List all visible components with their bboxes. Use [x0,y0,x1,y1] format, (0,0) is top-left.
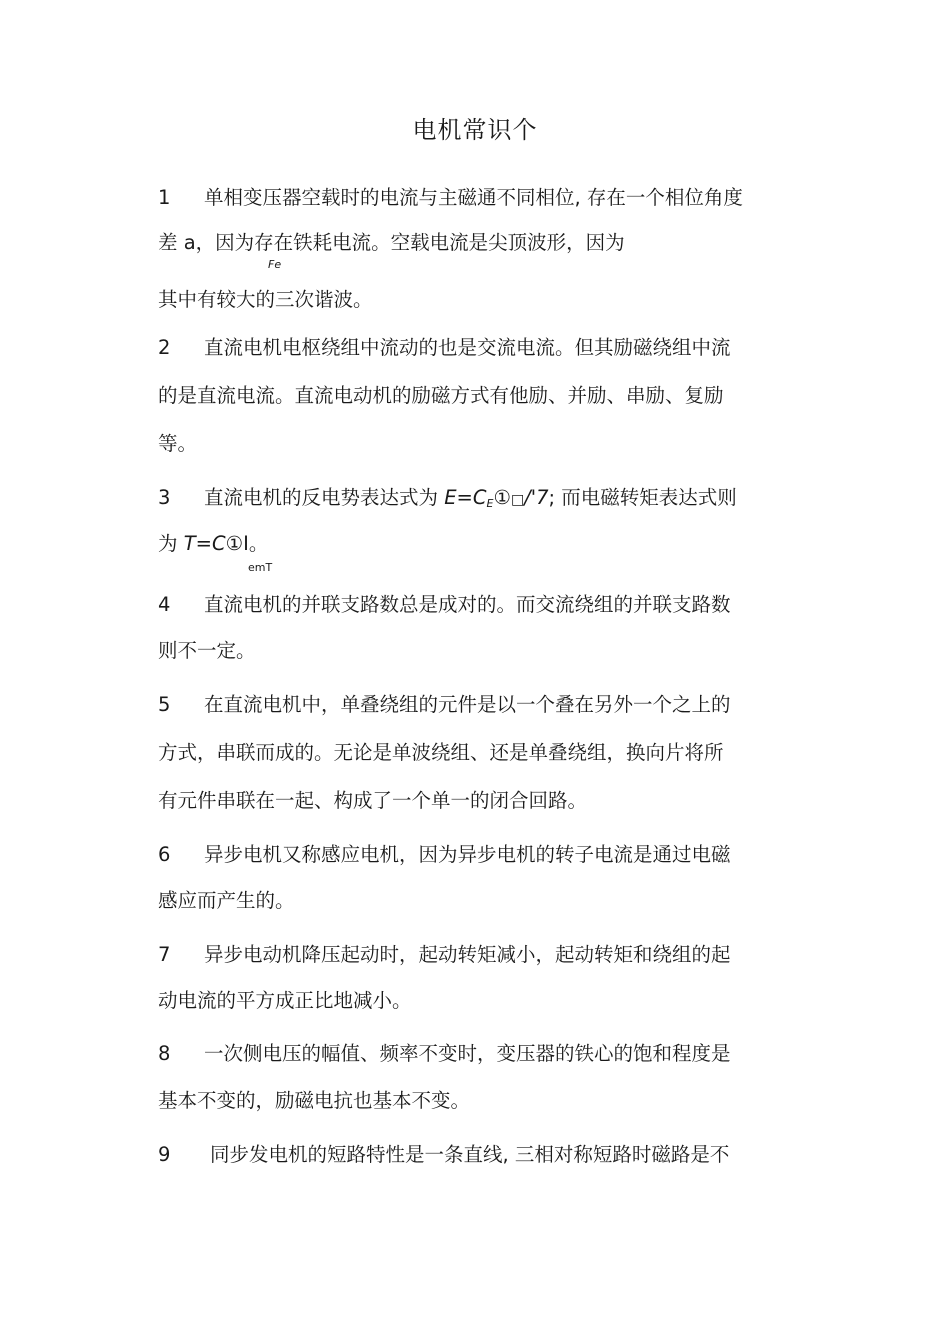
formula-subscript: E [486,497,494,510]
formula-symbol: I [243,532,249,555]
item-text: 直流电机电枢绕组中流动的也是交流电流。但其励磁绕组中流 [204,336,731,359]
item-text: 的是直流电流。直流电动机的励磁方式有他励、并励、串励、复励 [158,384,724,407]
subscript-label-emt: emT [248,561,273,574]
item-text: 直流电机的反电势表达式为 [204,486,445,509]
item-text: 异步电机又称感应电机，因为异步电机的转子电流是通过电磁 [204,843,731,866]
subscript-label-fe: Fe [268,258,282,271]
formula-symbol: = [456,486,473,509]
item-2-line-3 [158,430,197,458]
item-number: 6 [158,843,171,866]
item-6-line-2 [158,887,295,915]
formula-symbol: E [444,486,457,509]
item-1-line-2 [158,229,625,257]
item-3-line-1 [158,484,737,518]
item-number: 3 [158,486,171,509]
item-text: 一次侧电压的幅值、频率不变时，变压器的铁心的饱和程度是 [204,1042,731,1065]
item-text: ; 而电磁转矩表达式则 [548,486,737,509]
item-text: 直流电机的并联支路数总是成对的。而交流绕组的并联支路数 [204,593,731,616]
page-title: 电机常识个 [412,116,538,144]
item-8-line-2 [158,1087,470,1115]
formula-symbol: ① [225,532,244,555]
item-number: 1 [158,186,171,209]
item-text: 单相变压器空载时的电流与主磁通不同相位, 存在一个相位角度 [204,186,743,209]
item-text: 等。 [158,432,198,455]
item-number: 8 [158,1042,171,1065]
item-5-line-3 [158,787,587,815]
item-1-line-1 [158,184,743,212]
item-number: 4 [158,593,171,616]
item-5-line-2 [158,739,724,767]
item-8-line-1 [158,1040,731,1068]
formula-symbol: □ [510,492,525,508]
item-number: 2 [158,336,171,359]
item-2-line-1 [158,334,731,362]
item-text: 则不一定。 [158,639,256,662]
item-6-line-1 [158,841,731,869]
item-text: 基本不变的，励磁电抗也基本不变。 [158,1089,471,1112]
formula-symbol: C [472,486,487,509]
item-text: 差 a，因为存在铁耗电流。空载电流是尖顶波形，因为 [158,231,625,254]
formula-symbol: ① [493,486,511,509]
item-3-line-2 [158,530,268,558]
item-text: 。 [248,532,269,555]
item-text: 动电流的平方成正比地减小。 [158,989,412,1012]
item-1-line-3 [158,286,373,314]
item-7-line-2 [158,987,412,1015]
item-number: 5 [158,693,171,716]
item-2-line-2 [158,382,724,410]
formula-symbol: = [195,532,212,555]
item-7-line-1 [158,941,731,969]
item-text: 异步电动机降压起动时，起动转矩减小，起动转矩和绕组的起 [204,943,731,966]
item-number: 9 [158,1143,171,1166]
item-number: 7 [158,943,171,966]
item-text: 方式，串联而成的。无论是单波绕组、还是单叠绕组，换向片将所 [158,741,724,764]
item-text: 有元件串联在一起、构成了一个单一的闭合回路。 [158,789,588,812]
item-4-line-2 [158,637,256,665]
item-4-line-1 [158,591,731,619]
item-9-line-1 [158,1141,729,1169]
item-text: 其中有较大的三次谐波。 [158,288,373,311]
item-text: 同步发电机的短路特性是一条直线, 三相对称短路时磁路是不 [210,1143,730,1166]
item-5-line-1 [158,691,731,719]
item-text: 感应而产生的。 [158,889,295,912]
item-text: 为 [158,532,184,555]
item-text: 在直流电机中，单叠绕组的元件是以一个叠在另外一个之上的 [204,693,731,716]
formula-symbol: /'7 [524,486,549,509]
formula-symbol: T [183,532,196,555]
formula-symbol: C [211,532,226,555]
